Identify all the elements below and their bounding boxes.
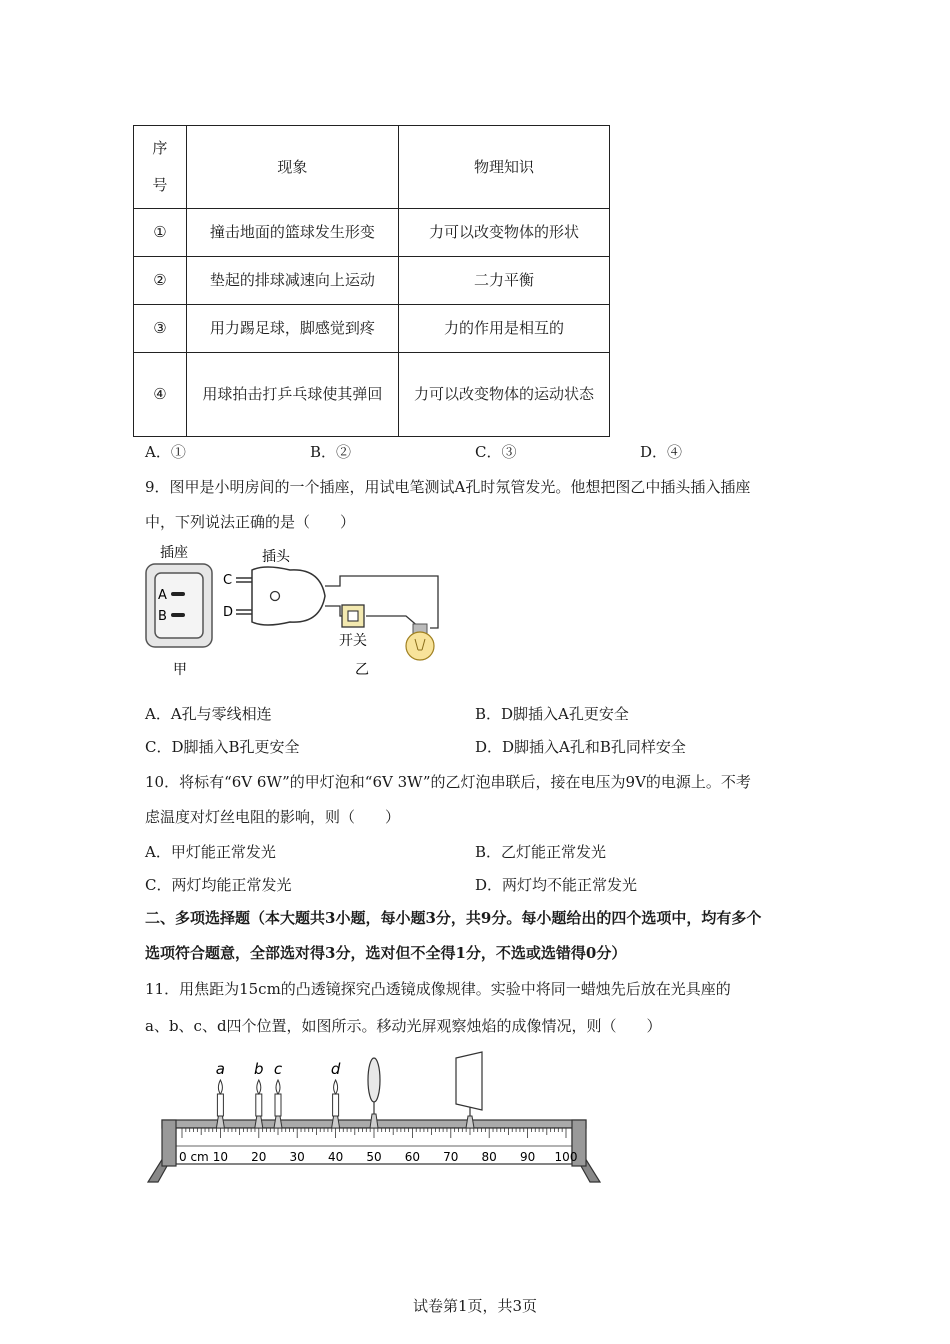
flame-icon: [218, 1080, 222, 1094]
q8-option-b[interactable]: B．②: [310, 443, 352, 461]
lens-icon: [368, 1058, 380, 1102]
q8-option-c[interactable]: C．③: [475, 443, 517, 461]
pin-d: [236, 610, 252, 614]
flame-icon: [334, 1080, 338, 1094]
socket-label: 插座: [160, 545, 188, 561]
candle-label: d: [330, 1060, 341, 1078]
header-index: 序号: [134, 126, 187, 209]
pin-c: [236, 578, 252, 582]
q10-option-d[interactable]: D．两灯均不能正常发光: [475, 876, 638, 894]
left-end-cap: [162, 1120, 176, 1166]
table-row: [134, 257, 610, 305]
wire-mid: [325, 606, 342, 616]
cell-knowledge: 二力平衡: [398, 257, 609, 305]
candle-holder: [274, 1116, 282, 1128]
fig-a-caption: 甲: [173, 662, 187, 678]
q9-option-c[interactable]: C．D脚插入B孔更安全: [145, 738, 300, 756]
tick-label: 40: [327, 1150, 344, 1164]
switch-button: [348, 611, 358, 621]
candle-label: b: [254, 1060, 264, 1078]
cell-knowledge: 力可以改变物体的形状: [398, 209, 609, 257]
lens-holder: [370, 1114, 378, 1128]
bulb-icon: [406, 632, 434, 660]
wire-bottom: [366, 616, 420, 628]
cell-phenomenon: 垫起的排球减速向上运动: [186, 257, 398, 305]
hole-b-label: B: [158, 609, 167, 624]
plug-label: 插头: [262, 549, 290, 565]
candle-d: [331, 1060, 341, 1128]
screen-panel: [456, 1052, 482, 1110]
q9-stem-line2: 中，下列说法正确的是（ ）: [145, 513, 356, 531]
q10-stem-line1: 10．将标有“6V 6W”的甲灯泡和“6V 3W”的乙灯泡串联后，接在电压为9V的电源上。不考: [145, 773, 751, 791]
candle-holder: [332, 1116, 340, 1128]
candle-a: [216, 1060, 225, 1128]
screen-holder: [466, 1116, 474, 1128]
light-screen: [456, 1052, 482, 1128]
candle-holder: [255, 1116, 263, 1128]
q9-option-d[interactable]: D．D脚插入A孔和B孔同样安全: [475, 738, 686, 756]
q10-option-c[interactable]: C．两灯均能正常发光: [145, 876, 292, 894]
tick-label: 80: [481, 1150, 497, 1164]
table-row: [134, 353, 610, 437]
candle-body: [333, 1094, 339, 1116]
tick-label: 10: [212, 1150, 229, 1164]
header-phenomenon: 现象: [186, 126, 398, 209]
q10-stem-line2: 虑温度对灯丝电阻的影响，则（ ）: [145, 808, 401, 826]
hole-a-label: A: [158, 588, 167, 603]
cell-knowledge: 力可以改变物体的运动状态: [398, 353, 609, 437]
header-knowledge: 物理知识: [398, 126, 609, 209]
hole-b: [171, 613, 185, 617]
fig-b-caption: 乙: [355, 662, 369, 678]
cell-knowledge: 力的作用是相互的: [398, 305, 609, 353]
tick-label: 50: [366, 1150, 382, 1164]
candle-body: [275, 1094, 281, 1116]
q11-stem-line2: a、b、c、d四个位置，如图所示。移动光屏观察烛焰的成像情况，则（ ）: [145, 1017, 662, 1035]
tick-label: 70: [443, 1150, 459, 1164]
section2-heading-line1: 二、多项选择题（本大题共3小题，每小题3分，共9分。每小题给出的四个选项中，均有多个: [145, 909, 762, 927]
tick-label: 30: [289, 1150, 305, 1164]
plug-hole: [271, 592, 280, 601]
candle-body: [256, 1094, 262, 1116]
q9-stem-line1: 9．图甲是小明房间的一个插座，用试电笔测试A孔时氖管发光。他想把图乙中插头插入插座: [145, 478, 751, 496]
table-header-row: [134, 126, 610, 209]
q10-option-b[interactable]: B．乙灯能正常发光: [475, 843, 607, 861]
table-row: [134, 305, 610, 353]
cell-phenomenon: 用球拍击打乒乓球使其弹回: [186, 353, 398, 437]
candle-label: c: [273, 1060, 283, 1078]
q8-option-a[interactable]: A．①: [145, 443, 186, 461]
candle-b: [254, 1060, 264, 1128]
section2-heading-line2: 选项符合题意，全部选对得3分，选对但不全得1分，不选或选错得0分）: [145, 944, 627, 962]
pin-c-label: C: [223, 573, 233, 588]
physics-table: [133, 125, 610, 437]
candles: [216, 1060, 341, 1128]
optical-bench-figure: [140, 1040, 610, 1190]
candle-body: [217, 1094, 223, 1116]
tick-label: 90: [519, 1150, 536, 1164]
candle-c: [274, 1060, 283, 1128]
q8-option-d[interactable]: D．④: [640, 443, 683, 461]
flame-icon: [257, 1080, 261, 1094]
q11-stem-line1: 11．用焦距为15cm的凸透镜探究凸透镜成像规律。实验中将同一蜡烛先后放在光具座的: [145, 980, 731, 998]
table-row: [134, 209, 610, 257]
cell-phenomenon: 撞击地面的篮球发生形变: [186, 209, 398, 257]
pin-d-label: D: [223, 605, 234, 620]
plug-body: [252, 567, 325, 625]
flame-icon: [276, 1080, 280, 1094]
tick-label: 0 cm: [179, 1150, 209, 1164]
cell-index: ③: [134, 305, 187, 353]
tick-label: 20: [251, 1150, 267, 1164]
q10-option-a[interactable]: A．甲灯能正常发光: [145, 843, 276, 861]
tick-label: 60: [404, 1150, 421, 1164]
socket-plug-figure: [140, 540, 450, 680]
tick-label: 100: [554, 1150, 578, 1164]
candle-label: a: [215, 1060, 226, 1078]
candle-holder: [216, 1116, 224, 1128]
cell-index: ④: [134, 353, 187, 437]
hole-a: [171, 592, 185, 596]
lens: [368, 1058, 380, 1128]
q9-option-b[interactable]: B．D脚插入A孔更安全: [475, 705, 629, 723]
cell-index: ①: [134, 209, 187, 257]
page-footer: 试卷第1页，共3页: [412, 1297, 538, 1315]
cell-index: ②: [134, 257, 187, 305]
switch-label: 开关: [339, 633, 367, 649]
q9-option-a[interactable]: A．A孔与零线相连: [145, 705, 272, 723]
socket-face: [155, 573, 203, 638]
cell-phenomenon: 用力踢足球，脚感觉到疼: [186, 305, 398, 353]
